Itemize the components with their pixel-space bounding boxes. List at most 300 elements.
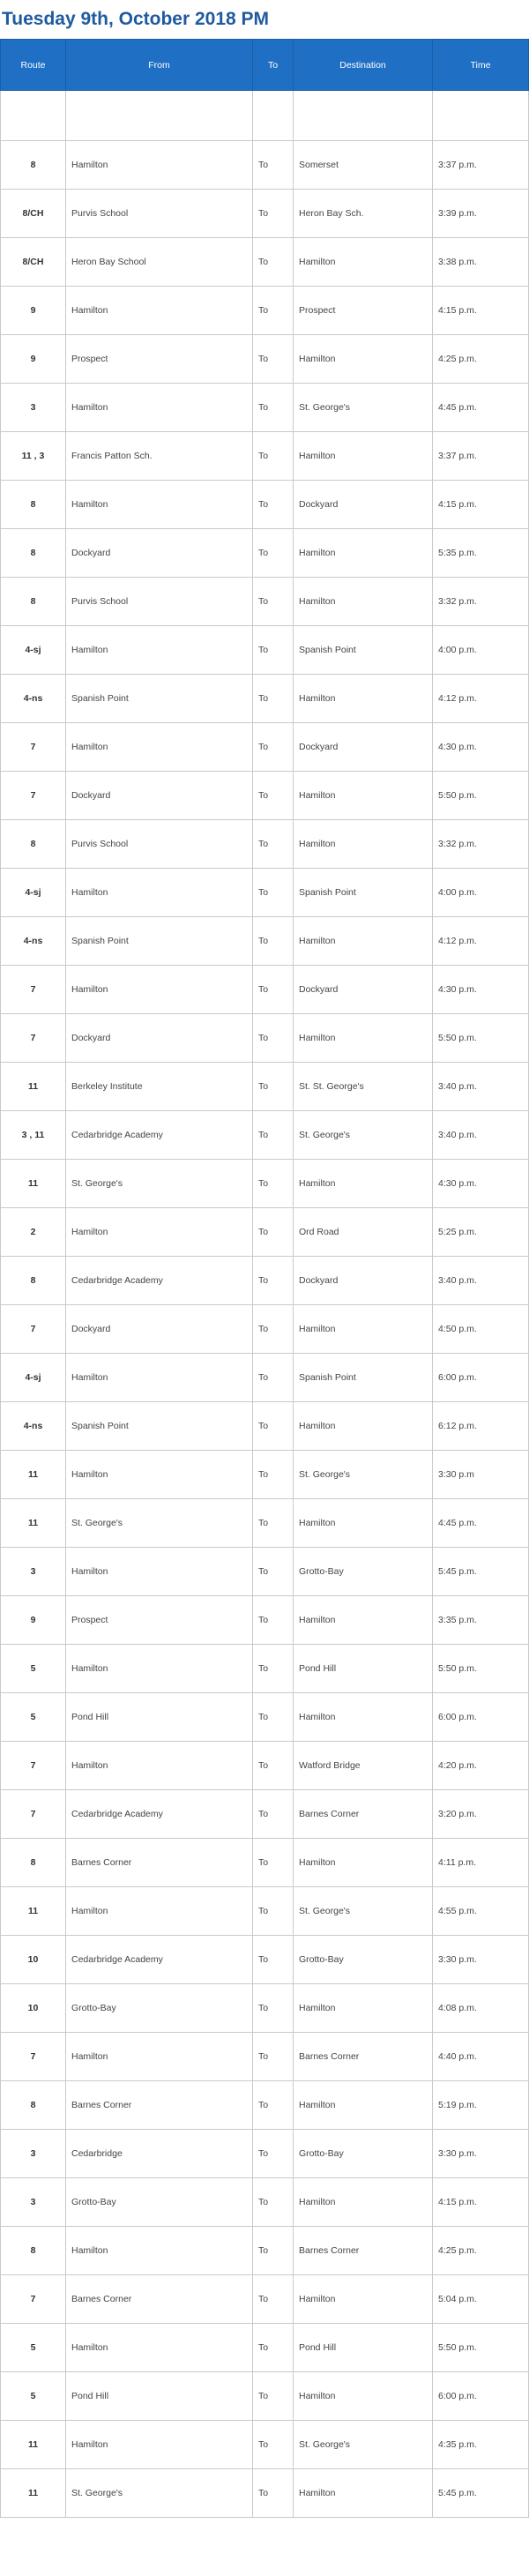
cell-time: 4:45 p.m. [433,1499,529,1548]
cell-to: To [253,1402,294,1451]
table-row [1,2130,529,2178]
cell-time: 5:45 p.m. [433,2469,529,2518]
cell-from: Hamilton [66,141,253,190]
cell-route: 11 [1,1499,66,1548]
cell-to: To [253,1160,294,1208]
cell-route: 9 [1,1596,66,1645]
cell-destination: Hamilton [294,578,433,626]
cell-destination: St. George's [294,1111,433,1160]
cell-destination: Barnes Corner [294,2227,433,2275]
cell-route: 4-sj [1,869,66,917]
cell-destination: Hamilton [294,2178,433,2227]
cell-route: 4-sj [1,626,66,675]
table-row [1,2275,529,2324]
table-header-row [1,40,529,91]
cell-time: 3:30 p.m [433,1451,529,1499]
cell-time: 4:40 p.m. [433,2033,529,2081]
cell-to: To [253,723,294,772]
cell-route: 4-ns [1,917,66,966]
cell-from: Dockyard [66,529,253,578]
cell-time: 4:25 p.m. [433,335,529,384]
cell-destination: Pond Hill [294,1645,433,1693]
cell-route: 3 , 11 [1,1111,66,1160]
table-row [1,2421,529,2469]
cell-destination: Barnes Corner [294,1790,433,1839]
cell-from: Hamilton [66,1451,253,1499]
cell-to: To [253,1063,294,1111]
cell-time: 4:00 p.m. [433,869,529,917]
cell-route: 8 [1,141,66,190]
table-row [1,481,529,529]
cell-destination: Barnes Corner [294,2033,433,2081]
cell-destination: St. George's [294,2421,433,2469]
cell-time: 6:12 p.m. [433,1402,529,1451]
cell-from: Berkeley Institute [66,1063,253,1111]
cell-destination: Hamilton [294,529,433,578]
cell-time: 3:30 p.m. [433,2130,529,2178]
cell-time: 6:00 p.m. [433,1354,529,1402]
cell-time: 4:50 p.m. [433,1305,529,1354]
cell-destination: Hamilton [294,772,433,820]
cell-time: 4:30 p.m. [433,1160,529,1208]
cell-time: 5:50 p.m. [433,1014,529,1063]
cell-from: Hamilton [66,723,253,772]
cell-time: 4:25 p.m. [433,2227,529,2275]
cell-time: 3:39 p.m. [433,190,529,238]
cell-to: To [253,1839,294,1887]
cell-to: To [253,432,294,481]
cell-from: Grotto-Bay [66,1984,253,2033]
cell-from: Cedarbridge Academy [66,1790,253,1839]
cell-to: To [253,869,294,917]
table-row [1,287,529,335]
cell-destination: Pond Hill [294,2324,433,2372]
cell-from: Purvis School [66,578,253,626]
cell-time: 4:00 p.m. [433,626,529,675]
table-row [1,1887,529,1936]
table-row [1,384,529,432]
cell-from: Spanish Point [66,1402,253,1451]
cell-route: 2 [1,1208,66,1257]
cell-from: Grotto-Bay [66,2178,253,2227]
cell-from: Cedarbridge Academy [66,1257,253,1305]
cell-route: 5 [1,2372,66,2421]
cell-to: To [253,578,294,626]
cell-destination: Hamilton [294,1305,433,1354]
cell-time: 4:15 p.m. [433,481,529,529]
cell-from: Hamilton [66,626,253,675]
cell-route: 11 [1,1451,66,1499]
cell-time: 3:30 p.m. [433,1936,529,1984]
cell-time: 5:50 p.m. [433,772,529,820]
cell-from: Hamilton [66,1354,253,1402]
cell-route: 8 [1,820,66,869]
cell-to: To [253,141,294,190]
cell-time: 3:40 p.m. [433,1257,529,1305]
cell-from: Cedarbridge Academy [66,1111,253,1160]
table-row [1,1790,529,1839]
cell-from: Pond Hill [66,1693,253,1742]
cell-time: 6:00 p.m. [433,1693,529,1742]
table-row [1,869,529,917]
table-body [1,91,529,2518]
table-row [1,578,529,626]
cell-to: To [253,2372,294,2421]
table-row [1,141,529,190]
table-row [1,2469,529,2518]
page-title: Tuesday 9th, October 2018 PM [2,9,270,29]
cell-time: 5:35 p.m. [433,529,529,578]
cell-from: Barnes Corner [66,1839,253,1887]
blank-cell [294,91,433,141]
table-row [1,1936,529,1984]
cell-destination: Heron Bay Sch. [294,190,433,238]
table-row [1,2178,529,2227]
cell-from: Hamilton [66,2324,253,2372]
cell-destination: St. George's [294,384,433,432]
cell-from: Hamilton [66,966,253,1014]
cell-destination: Hamilton [294,238,433,287]
table-row [1,238,529,287]
cell-route: 11 [1,2469,66,2518]
cell-destination: Hamilton [294,2081,433,2130]
blank-cell [66,91,253,141]
cell-from: Hamilton [66,869,253,917]
table-row [1,1208,529,1257]
cell-route: 9 [1,287,66,335]
cell-to: To [253,2227,294,2275]
table-row [1,2324,529,2372]
header-from: From [66,40,253,91]
cell-to: To [253,1887,294,1936]
cell-route: 7 [1,966,66,1014]
cell-destination: Hamilton [294,1160,433,1208]
blank-cell [253,91,294,141]
cell-destination: Hamilton [294,432,433,481]
cell-to: To [253,917,294,966]
cell-destination: Dockyard [294,481,433,529]
cell-route: 10 [1,1984,66,2033]
cell-route: 7 [1,772,66,820]
blank-cell [433,91,529,141]
cell-from: Purvis School [66,190,253,238]
cell-from: Heron Bay School [66,238,253,287]
cell-destination: Dockyard [294,723,433,772]
cell-from: Hamilton [66,1208,253,1257]
cell-destination: Hamilton [294,1596,433,1645]
cell-to: To [253,2081,294,2130]
cell-destination: Grotto-Bay [294,1936,433,1984]
cell-to: To [253,2178,294,2227]
bus-schedule-table [0,39,529,2518]
cell-from: Hamilton [66,481,253,529]
cell-route: 8/CH [1,190,66,238]
cell-from: Hamilton [66,1742,253,1790]
cell-destination: Grotto-Bay [294,2130,433,2178]
cell-destination: Hamilton [294,1402,433,1451]
cell-to: To [253,1014,294,1063]
cell-time: 4:12 p.m. [433,917,529,966]
cell-from: Prospect [66,335,253,384]
cell-destination: Hamilton [294,1839,433,1887]
cell-time: 3:32 p.m. [433,820,529,869]
cell-time: 5:19 p.m. [433,2081,529,2130]
cell-time: 5:45 p.m. [433,1548,529,1596]
cell-to: To [253,1548,294,1596]
cell-destination: Hamilton [294,1693,433,1742]
cell-time: 5:04 p.m. [433,2275,529,2324]
cell-route: 5 [1,1693,66,1742]
cell-to: To [253,1208,294,1257]
cell-time: 4:35 p.m. [433,2421,529,2469]
cell-destination: Watford Bridge [294,1742,433,1790]
cell-to: To [253,1305,294,1354]
cell-to: To [253,1984,294,2033]
cell-to: To [253,820,294,869]
table-row [1,1402,529,1451]
cell-route: 7 [1,1014,66,1063]
cell-route: 4-ns [1,675,66,723]
cell-time: 4:45 p.m. [433,384,529,432]
cell-from: Hamilton [66,2033,253,2081]
table-row [1,1499,529,1548]
header-time: Time [433,40,529,91]
header-destination: Destination [294,40,433,91]
table-row [1,432,529,481]
cell-from: Barnes Corner [66,2275,253,2324]
table-row [1,1014,529,1063]
cell-route: 11 [1,2421,66,2469]
cell-from: Hamilton [66,1548,253,1596]
cell-from: Hamilton [66,2421,253,2469]
cell-to: To [253,1111,294,1160]
table-row [1,675,529,723]
cell-to: To [253,481,294,529]
cell-route: 7 [1,1305,66,1354]
cell-destination: Dockyard [294,1257,433,1305]
cell-route: 4-sj [1,1354,66,1402]
cell-destination: Hamilton [294,1499,433,1548]
cell-destination: Hamilton [294,917,433,966]
cell-from: Hamilton [66,384,253,432]
cell-destination: Hamilton [294,675,433,723]
cell-from: Hamilton [66,1887,253,1936]
table-row [1,529,529,578]
table-row [1,626,529,675]
cell-route: 8 [1,2227,66,2275]
cell-time: 3:20 p.m. [433,1790,529,1839]
cell-time: 6:00 p.m. [433,2372,529,2421]
cell-to: To [253,1790,294,1839]
cell-to: To [253,1936,294,1984]
cell-route: 3 [1,384,66,432]
cell-route: 7 [1,1742,66,1790]
table-row [1,723,529,772]
cell-from: Dockyard [66,1305,253,1354]
cell-to: To [253,2421,294,2469]
cell-from: Dockyard [66,772,253,820]
table-row [1,917,529,966]
cell-to: To [253,238,294,287]
cell-to: To [253,335,294,384]
cell-to: To [253,1354,294,1402]
cell-route: 11 [1,1063,66,1111]
cell-to: To [253,675,294,723]
cell-route: 11 [1,1887,66,1936]
cell-route: 8 [1,529,66,578]
cell-to: To [253,626,294,675]
cell-destination: St. George's [294,1887,433,1936]
table-row [1,1354,529,1402]
cell-time: 4:11 p.m. [433,1839,529,1887]
cell-destination: Dockyard [294,966,433,1014]
cell-to: To [253,1257,294,1305]
cell-time: 3:35 p.m. [433,1596,529,1645]
table-row [1,1305,529,1354]
table-row [1,2372,529,2421]
cell-route: 8 [1,1839,66,1887]
cell-to: To [253,2324,294,2372]
cell-to: To [253,1596,294,1645]
cell-time: 4:20 p.m. [433,1742,529,1790]
cell-from: Pond Hill [66,2372,253,2421]
cell-to: To [253,287,294,335]
table-row [1,335,529,384]
table-row [1,1063,529,1111]
cell-destination: Hamilton [294,2469,433,2518]
cell-to: To [253,2033,294,2081]
table-row [1,1645,529,1693]
cell-destination: Hamilton [294,1984,433,2033]
cell-from: Barnes Corner [66,2081,253,2130]
table-row [1,1693,529,1742]
cell-route: 8/CH [1,238,66,287]
cell-destination: Hamilton [294,820,433,869]
cell-from: Cedarbridge [66,2130,253,2178]
cell-destination: Hamilton [294,1014,433,1063]
cell-from: St. George's [66,1160,253,1208]
cell-route: 7 [1,1790,66,1839]
cell-destination: Grotto-Bay [294,1548,433,1596]
table-row [1,2081,529,2130]
cell-time: 3:38 p.m. [433,238,529,287]
cell-route: 7 [1,2033,66,2081]
cell-destination: Prospect [294,287,433,335]
cell-time: 5:25 p.m. [433,1208,529,1257]
cell-time: 5:50 p.m. [433,2324,529,2372]
cell-time: 3:40 p.m. [433,1111,529,1160]
cell-from: Prospect [66,1596,253,1645]
header-route: Route [1,40,66,91]
cell-to: To [253,2469,294,2518]
table-row [1,1742,529,1790]
cell-to: To [253,1645,294,1693]
cell-time: 4:55 p.m. [433,1887,529,1936]
table-row [1,190,529,238]
cell-route: 10 [1,1936,66,1984]
cell-route: 7 [1,723,66,772]
cell-destination: Spanish Point [294,626,433,675]
cell-route: 8 [1,2081,66,2130]
header-to: To [253,40,294,91]
cell-to: To [253,1742,294,1790]
cell-to: To [253,772,294,820]
cell-destination: St. George's [294,1451,433,1499]
table-row [1,1111,529,1160]
cell-from: Hamilton [66,287,253,335]
table-row [1,1596,529,1645]
cell-to: To [253,966,294,1014]
table-row [1,966,529,1014]
cell-from: Dockyard [66,1014,253,1063]
blank-cell [1,91,66,141]
cell-destination: Hamilton [294,335,433,384]
cell-to: To [253,384,294,432]
cell-route: 9 [1,335,66,384]
cell-time: 4:12 p.m. [433,675,529,723]
cell-time: 3:37 p.m. [433,432,529,481]
cell-destination: Ord Road [294,1208,433,1257]
cell-route: 3 [1,2130,66,2178]
cell-to: To [253,2275,294,2324]
cell-destination: St. St. George's [294,1063,433,1111]
cell-time: 3:37 p.m. [433,141,529,190]
cell-route: 8 [1,1257,66,1305]
cell-from: Purvis School [66,820,253,869]
cell-to: To [253,190,294,238]
cell-from: Francis Patton Sch. [66,432,253,481]
cell-from: St. George's [66,2469,253,2518]
table-row [1,1839,529,1887]
cell-route: 3 [1,2178,66,2227]
cell-route: 8 [1,578,66,626]
cell-destination: Spanish Point [294,1354,433,1402]
cell-route: 3 [1,1548,66,1596]
table-row [1,1160,529,1208]
cell-time: 4:30 p.m. [433,966,529,1014]
cell-to: To [253,1499,294,1548]
blank-row [1,91,529,141]
cell-from: Spanish Point [66,917,253,966]
cell-from: Hamilton [66,1645,253,1693]
cell-route: 7 [1,2275,66,2324]
table-row [1,1451,529,1499]
cell-from: Cedarbridge Academy [66,1936,253,1984]
cell-route: 4-ns [1,1402,66,1451]
cell-time: 3:32 p.m. [433,578,529,626]
table-row [1,1548,529,1596]
cell-time: 5:50 p.m. [433,1645,529,1693]
cell-destination: Hamilton [294,2275,433,2324]
cell-route: 11 , 3 [1,432,66,481]
table-row [1,820,529,869]
cell-to: To [253,529,294,578]
cell-destination: Somerset [294,141,433,190]
table-row [1,772,529,820]
cell-from: St. George's [66,1499,253,1548]
cell-route: 5 [1,2324,66,2372]
cell-time: 3:40 p.m. [433,1063,529,1111]
cell-from: Spanish Point [66,675,253,723]
cell-to: To [253,1451,294,1499]
cell-time: 4:15 p.m. [433,287,529,335]
cell-route: 8 [1,481,66,529]
table-row [1,2227,529,2275]
table-row [1,1984,529,2033]
cell-time: 4:08 p.m. [433,1984,529,2033]
cell-time: 4:15 p.m. [433,2178,529,2227]
cell-route: 5 [1,1645,66,1693]
